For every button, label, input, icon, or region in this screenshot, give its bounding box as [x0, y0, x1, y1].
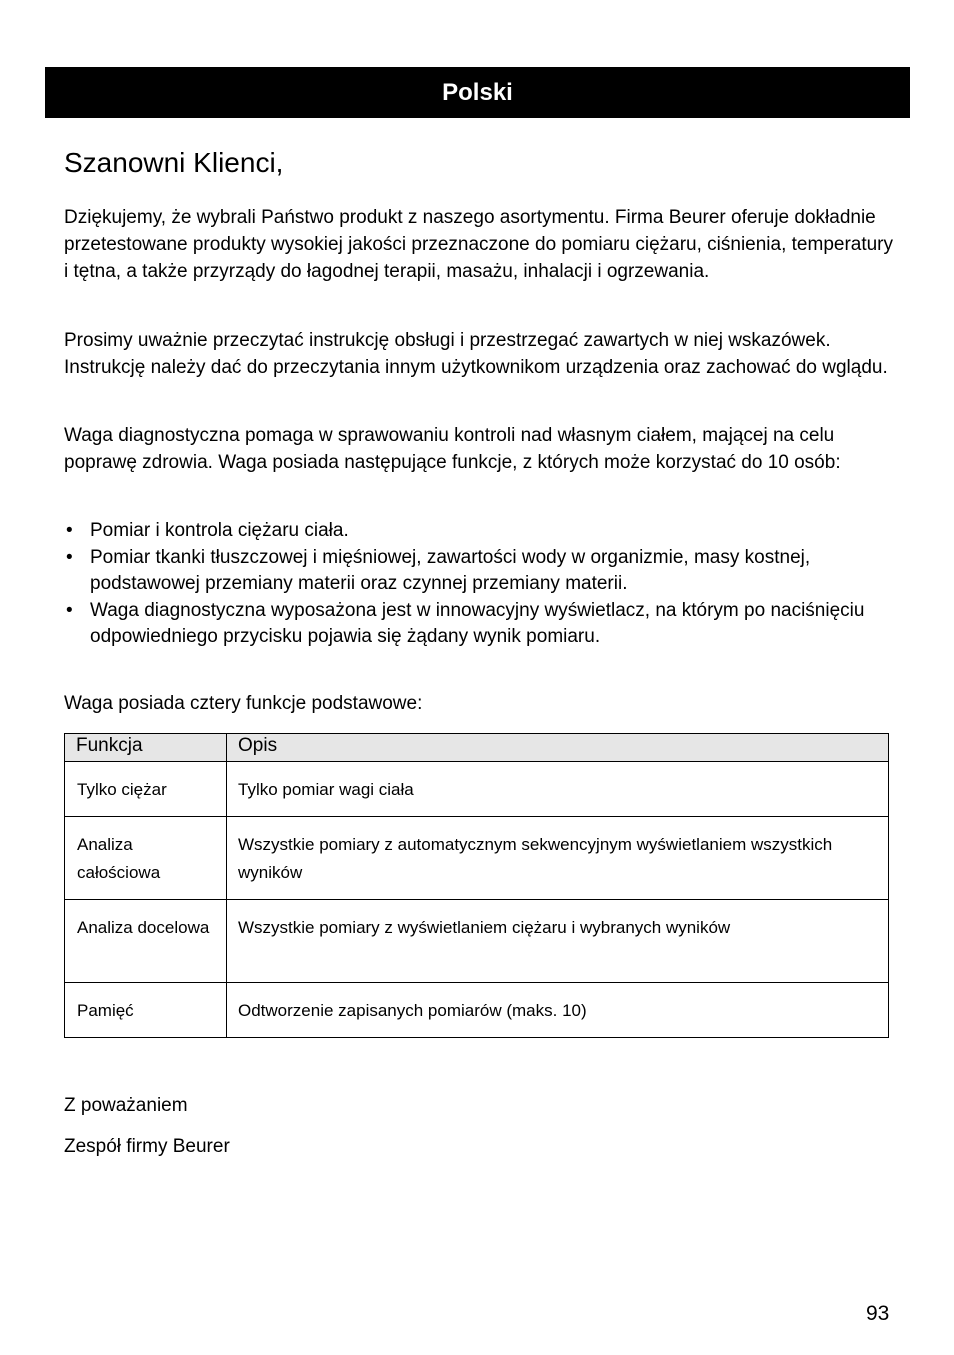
table-row — [65, 983, 889, 1038]
signature-text: Zespół firmy Beurer — [64, 1136, 230, 1157]
intro-paragraph: Dziękujemy, że wybrali Państwo produkt z naszego asortymentu. Firma Beurer oferuje dokładnie przetestowane produkty wysokiej jakości przeznaczone do pomiaru ciężaru, ciśnienia, temperatury i tętna, a także przyrządy do łagodnej terapii, masażu, inhalacji i ogrzewania. — [64, 207, 894, 282]
closing-text: Z poważaniem — [64, 1095, 188, 1116]
page-number: 93 — [866, 1302, 890, 1325]
language-label: Polski — [442, 78, 513, 106]
description-cell: Wszystkie pomiary z automatycznym sekwencyjnym wyświetlaniem wszystkich wyników — [227, 817, 889, 900]
column-header-description: Opis — [227, 734, 889, 762]
instructions-paragraph: Prosimy uważnie przeczytać instrukcję obsługi i przestrzegać zawartych w niej wskazówek. Instrukcję należy dać do przeczytania innym użytkownikom urządzenia oraz zachować do wglądu. — [64, 330, 888, 378]
list-item: • Pomiar i kontrola ciężaru ciała. — [64, 518, 894, 545]
column-header-function: Funkcja — [65, 734, 227, 762]
page-title: Szanowni Klienci, — [64, 147, 284, 178]
table-row — [65, 762, 889, 817]
scale-description-paragraph: Waga diagnostyczna pomaga w sprawowaniu kontroli nad własnym ciałem, mającej na celu poprawę zdrowia. Waga posiada następujące funkcje, z których może korzystać do 10 osób: — [64, 425, 841, 473]
function-cell: Tylko ciężar — [65, 762, 227, 817]
list-item: • Waga diagnostyczna wyposażona jest w innowacyjny wyświetlacz, na którym po naciśnięciu odpowiedniego przycisku pojawia się żądany wynik pomiaru. — [64, 598, 894, 651]
function-cell: Analiza całościowa — [65, 817, 227, 900]
table-row — [65, 817, 889, 900]
table-intro: Waga posiada cztery funkcje podstawowe: — [64, 693, 423, 714]
feature-list — [64, 518, 894, 651]
description-cell: Wszystkie pomiary z wyświetlaniem ciężaru i wybranych wyników — [227, 900, 889, 983]
functions-table — [64, 733, 889, 1038]
function-cell: Analiza docelowa — [65, 900, 227, 983]
table-row — [65, 900, 889, 983]
list-item: • Pomiar tkanki tłuszczowej i mięśniowej, zawartości wody w organizmie, masy kostnej, podstawowej przemiany materii oraz czynnej przemiany materii. — [64, 545, 894, 598]
description-cell: Tylko pomiar wagi ciała — [227, 762, 889, 817]
description-cell: Odtworzenie zapisanych pomiarów (maks. 10) — [227, 983, 889, 1038]
function-cell: Pamięć — [65, 983, 227, 1038]
table-header-row — [65, 734, 889, 762]
language-header — [45, 67, 910, 118]
